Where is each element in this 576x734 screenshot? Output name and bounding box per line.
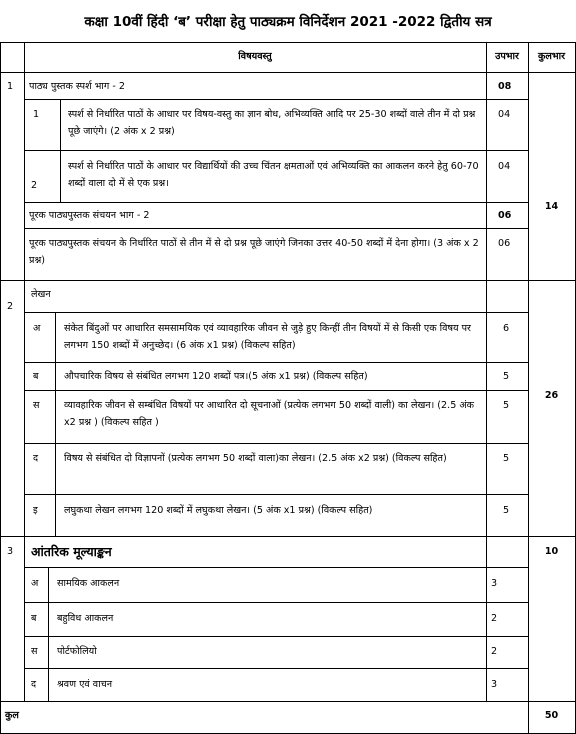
row-marks: 5 xyxy=(503,371,510,382)
section-heading: आंतरिक मूल्याङ्कन xyxy=(31,544,112,559)
number-column-divider xyxy=(24,42,25,701)
row-text: विषय से संबंधित दो विज्ञापनों (प्रत्येक लगभग 50 शब्दों वाला)का लेखन। (2.5 अंक x2 प्रश्न) (विकल्प सहित) xyxy=(64,453,447,464)
row-marks: 3 xyxy=(491,679,498,690)
row-text: स्पर्श से निर्धारित पाठों के आधार पर विद्यार्थियों की उच्च चिंतन क्षमताओं एवं अभिव्यक्ति का आकलन करने हेतु 60-70 शब्दों वाला दो में से एक प्रश्न। xyxy=(68,161,479,189)
row-text: पूरक पाठ्यपुस्तक संचयन के निर्धारित पाठों से तीन में से दो प्रश्न पूछे जाएंगे जिनका उत्तर 40-50 शब्दों में देना होगा। (3 अंक x 2 प्रश्न) xyxy=(29,238,479,266)
table-border-top xyxy=(0,42,576,43)
section-total: 14 xyxy=(544,201,559,212)
row-marks: 2 xyxy=(491,613,498,624)
row-marks: 06 xyxy=(498,210,512,221)
row-id: स xyxy=(31,646,38,657)
row-text: लघुकथा लेखन लगभग 120 शब्दों में लघुकथा लेखन। (5 अंक x1 प्रश्न) (विकल्प सहित) xyxy=(64,505,373,516)
section-number: 3 xyxy=(7,546,14,557)
row-text: व्यावहारिक जीवन से सम्बंधित विषयों पर आधारित दो सूचनाओं (प्रत्येक लगभग 50 शब्दों वाली) का लेखन। (2.5 अंक x2 प्रश्न ) (विकल्प सहित ) xyxy=(64,400,475,428)
footer-label: कुल xyxy=(5,710,19,721)
row-marks: 5 xyxy=(503,505,510,516)
row-id: द xyxy=(31,679,37,690)
row-marks: 08 xyxy=(498,81,512,92)
header-marks: उपभार xyxy=(495,51,519,62)
row-text: पूरक पाठ्यपुस्तक संचयन भाग - 2 xyxy=(29,210,150,221)
row-divider xyxy=(24,312,528,313)
row-id: ब xyxy=(31,613,37,624)
section-number: 2 xyxy=(7,301,14,312)
section-divider xyxy=(0,280,576,281)
row-text: सामयिक आकलन xyxy=(57,578,120,589)
row-divider xyxy=(24,443,528,444)
row-marks: 04 xyxy=(498,161,511,172)
row-text: स्पर्श से निर्धारित पाठों के आधार पर विषय-वस्तु का ज्ञान बोध, अभिव्यक्ति आदि पर 25-30 शब्दों वाले तीन में दो प्रश्न पूछे जाएंगे। (2 अंक x 2 प्रश्न) xyxy=(68,109,476,137)
row-id: 2 xyxy=(31,180,38,191)
row-divider xyxy=(24,567,528,568)
section-divider xyxy=(0,701,576,702)
row-divider xyxy=(24,99,528,100)
row-id: इ xyxy=(33,505,38,516)
row-divider xyxy=(24,668,528,669)
row-id: अ xyxy=(33,323,41,334)
section-heading: लेखन xyxy=(31,289,51,300)
row-text: श्रवण एवं वाचन xyxy=(57,679,113,690)
row-divider xyxy=(24,390,528,391)
row-divider xyxy=(24,602,528,603)
row-text: संकेत बिंदुओं पर आधारित समसामयिक एवं व्यावहारिक जीवन से जुड़े हुए किन्हीं तीन विषयों में से किसी एक विषय पर लगभग 150 शब्दों में अनुच्छेद। (6 अंक x1 प्रश्न) (विकल्प सहित) xyxy=(64,323,471,351)
section-total: 26 xyxy=(544,390,559,401)
row-id: द xyxy=(33,453,39,464)
sub-id-divider xyxy=(60,99,61,202)
sub-id-divider xyxy=(48,567,49,701)
table-border-left xyxy=(0,42,1,734)
header-row-bottom xyxy=(0,72,576,73)
document-title: कक्षा 10वीं हिंदी ‘ब’ परीक्षा हेतु पाठ्यक्रम विनिर्देशन 2021 -2022 द्वितीय सत्र xyxy=(84,14,492,30)
row-divider xyxy=(24,228,528,229)
header-total: कुलभार xyxy=(537,51,566,62)
marks-column-divider xyxy=(486,42,487,701)
row-divider xyxy=(24,362,528,363)
row-marks: 3 xyxy=(491,578,498,589)
row-marks: 04 xyxy=(498,109,511,120)
row-marks: 5 xyxy=(503,400,510,411)
row-text: औपचारिक विषय से संबंधित लगभग 120 शब्दों पत्र।(5 अंक x1 प्रश्न) (विकल्प सहित) xyxy=(64,371,368,382)
row-divider xyxy=(24,202,528,203)
footer-total: 50 xyxy=(544,710,559,721)
section-number: 1 xyxy=(7,81,14,92)
row-marks: 5 xyxy=(503,453,510,464)
header-subject: विषयवस्तु xyxy=(238,51,272,62)
section-divider xyxy=(0,536,576,537)
row-text: पाठ्य पुस्तक स्पर्श भाग - 2 xyxy=(29,81,125,92)
row-text: पोर्टफोलियो xyxy=(57,646,97,657)
row-divider xyxy=(24,150,528,151)
row-marks: 06 xyxy=(498,238,511,249)
row-id: ब xyxy=(33,371,39,382)
row-marks: 6 xyxy=(503,323,510,334)
sub-id-divider xyxy=(55,312,56,536)
row-divider xyxy=(24,494,528,495)
section-total: 10 xyxy=(544,546,559,557)
row-id: 1 xyxy=(33,109,40,120)
row-marks: 2 xyxy=(491,646,498,657)
row-id: अ xyxy=(31,578,39,589)
row-text: बहुविध आकलन xyxy=(57,613,114,624)
row-divider xyxy=(24,636,528,637)
row-id: स xyxy=(33,400,40,411)
